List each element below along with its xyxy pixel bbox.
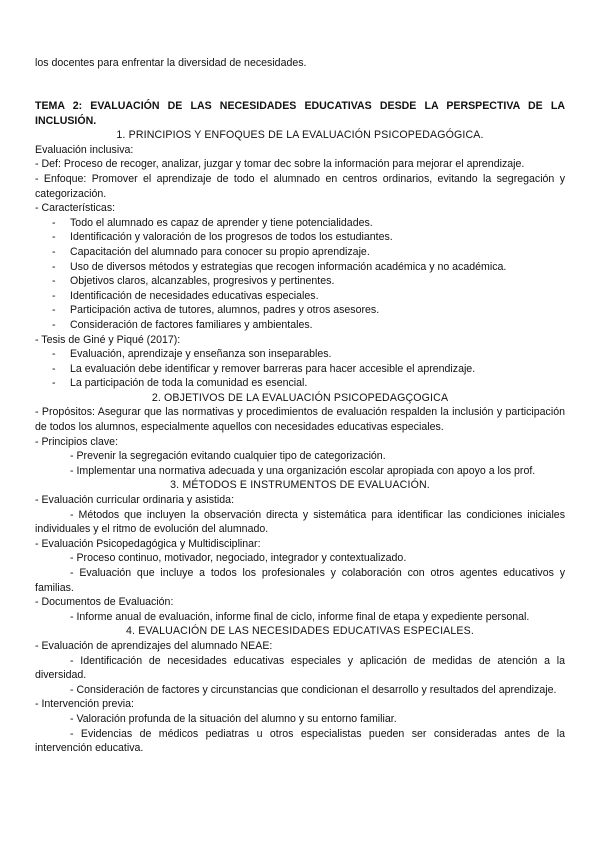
list-item: - Objetivos claros, alcanzables, progresivos y pertinentes. — [52, 275, 335, 288]
section-3-heading: 3. MÉTODOS E INSTRUMENTOS DE EVALUACIÓN. — [170, 479, 430, 492]
list-item: - Métodos que incluyen la observación directa y sistemática para identificar las condiciones iniciales individuales y el ritmo de evolución del alumnado. — [35, 508, 565, 536]
section-4-heading: 4. EVALUACIÓN DE LAS NECESIDADES EDUCATIVAS ESPECIALES. — [126, 625, 474, 638]
psychopedagogical-label: - Evaluación Psicopedagógica y Multidisciplinar: — [35, 537, 261, 550]
list-item: - La participación de toda la comunidad es esencial. — [52, 377, 308, 390]
principles-label: - Principios clave: — [35, 435, 119, 448]
purposes-text: - Propósitos: Asegurar que las normativas y procedimientos de evaluación respalden la inclusión y participación de todos los alumnos, especialmente aquellos con necesidades educativas especiales. — [35, 406, 565, 434]
list-item: - Identificación de necesidades educativas especiales y aplicación de medidas de atención a la diversidad. — [35, 654, 565, 682]
list-item: - Implementar una normativa adecuada y una organización escolar apropiada con apoyo a los prof. — [70, 464, 536, 477]
definition-text: - Def: Proceso de recoger, analizar, juzgar y tomar dec sobre la información para mejorar el aprendizaje. — [35, 158, 525, 171]
inclusive-label: Evaluación inclusiva: — [35, 143, 134, 156]
neae-label: - Evaluación de aprendizajes del alumnado NEAE: — [35, 639, 273, 652]
document-title: TEMA 2: EVALUACIÓN DE LAS NECESIDADES EDUCATIVAS DESDE LA PERSPECTIVA DE LA INCLUSIÓN. — [35, 100, 565, 127]
main-content — [35, 99, 565, 756]
list-item: - Consideración de factores y circunstancias que condicionan el desarrollo y resultados del aprendizaje. — [70, 683, 557, 696]
list-item: - Todo el alumnado es capaz de aprender y tiene potencialidades. — [52, 216, 373, 229]
list-item: - Proceso continuo, motivador, negociado, integrador y contextualizado. — [70, 552, 407, 565]
list-item: - Evidencias de médicos pediatras u otros especialistas pueden ser consideradas antes de la intervención educativa. — [35, 727, 565, 755]
list-item: - Uso de diversos métodos y estrategias que recogen información académica y no académica. — [52, 260, 507, 273]
intro-line: los docentes para enfrentar la diversidad de necesidades. — [35, 57, 307, 69]
thesis-label: - Tesis de Giné y Piqué (2017): — [35, 333, 181, 346]
section-1-heading: 1. PRINCIPIOS Y ENFOQUES DE LA EVALUACIÓN PSICOPEDAGÓGICA. — [116, 129, 484, 142]
curricular-label: - Evaluación curricular ordinaria y asistida: — [35, 494, 235, 507]
list-item: - La evaluación debe identificar y remover barreras para hacer accesible el aprendizaje. — [52, 362, 476, 375]
list-item: - Identificación de necesidades educativas especiales. — [52, 289, 319, 302]
documents-label: - Documentos de Evaluación: — [35, 596, 174, 609]
prior-intervention-label: - Intervención previa: — [35, 698, 134, 711]
list-item: - Prevenir la segregación evitando cualquier tipo de categorización. — [70, 450, 386, 463]
thesis-list — [35, 347, 565, 391]
list-item: - Informe anual de evaluación, informe final de ciclo, informe final de etapa y expediente personal. — [70, 610, 530, 623]
list-item: - Evaluación, aprendizaje y enseñanza son inseparables. — [52, 348, 332, 361]
list-item: - Evaluación que incluye a todos los profesionales y colaboración con otros agentes educativos y familias. — [35, 567, 565, 594]
list-item: - Participación activa de tutores, alumnos, padres y otros asesores. — [52, 304, 380, 317]
characteristics-label: - Características: — [35, 202, 116, 215]
list-item: - Consideración de factores familiares y ambientales. — [52, 318, 313, 331]
list-item: - Capacitación del alumnado para conocer su propio aprendizaje. — [52, 245, 370, 258]
list-item: - Identificación y valoración de los progresos de todos los estudiantes. — [52, 231, 393, 244]
list-item: - Valoración profunda de la situación del alumno y su entorno familiar. — [70, 712, 397, 725]
characteristics-list — [35, 216, 565, 333]
section-2-heading: 2. OBJETIVOS DE LA EVALUACIÓN PSICOPEDAGÇOGICA — [151, 391, 449, 404]
approach-text: - Enfoque: Promover el aprendizaje de todo el alumnado en centros ordinarios, evitando la segregación y categorización. — [35, 172, 565, 200]
